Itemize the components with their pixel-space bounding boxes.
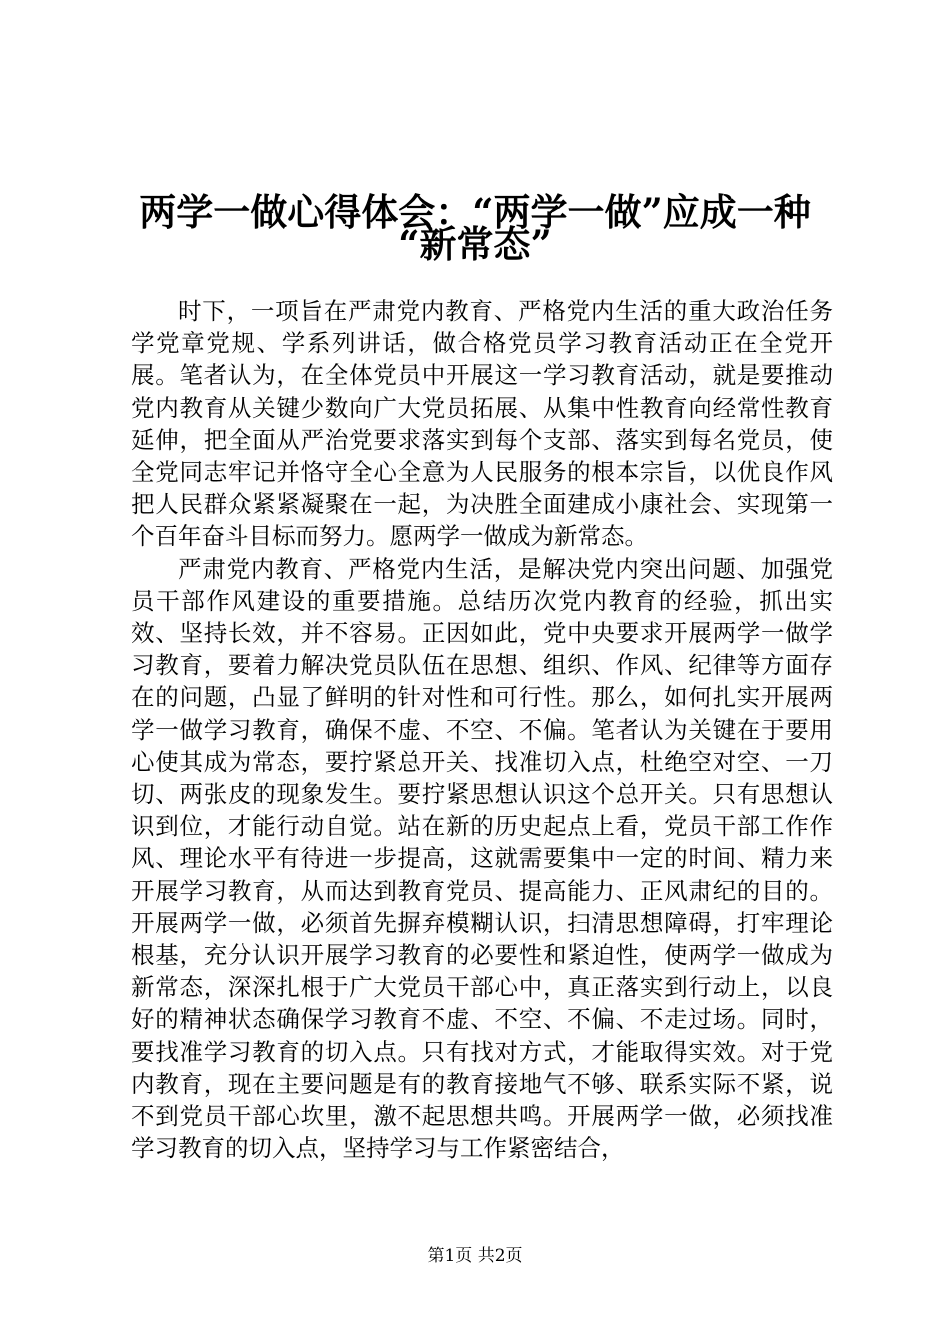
paragraph: 严肃党内教育、严格党内生活，是解决党内突出问题、加强党员干部作风建设的重要措施。总结历次党内教育的经验，抓出实效、坚持长效，并不容易。正因如此，党中央要求开展两学一做学习教育，要着力解决党员队伍在思想、组织、作风、纪律等方面存在的问题，凸显了鲜明的针对性和可行性。那么，如何扎实开展两学一做学习教育，确保不虚、不空、不偏。笔者认为关键在于要用心使其成为常态，要拧紧总开关、找准切入点，杜绝空对空、一刀切、两张皮的现象发生。要拧紧思想认识这个总开关。只有思想认识到位，才能行动自觉。站在新的历史起点上看，党员干部工作作风、理论水平有待进一步提高，这就需要集中一定的时间、精力来开展学习教育，从而达到教育党员、提高能力、正风肃纪的目的。开展两学一做，必须首先摒弃模糊认识，扫清思想障碍，打牢理论根基，充分认识开展学习教育的必要性和紧迫性，使两学一做成为新常态，深深扎根于广大党员干部心中，真正落实到行动上，以良好的精神状态确保学习教育不虚、不空、不偏、不走过场。同时，要找准学习教育的切入点。只有找对方式，才能取得实效。对于党内教育，现在主要问题是有的教育接地气不够、联系实际不紧，说不到党员干部心坎里，激不起思想共鸣。开展两学一做，必须找准学习教育的切入点，坚持学习与工作紧密结合， [131,554,833,1163]
document-title-line-2: “新常态” [398,222,552,266]
document-body [131,295,833,1164]
paragraph: 时下，一项旨在严肃党内教育、严格党内生活的重大政治任务学党章党规、学系列讲话，做合格党员学习教育活动正在全党开展。笔者认为，在全体党员中开展这一学习教育活动，就是要推动党内教育从关键少数向广大党员拓展、从集中性教育向经常性教育延伸，把全面从严治党要求落实到每个支部、落实到每名党员，使全党同志牢记并恪守全心全意为人民服务的根本宗旨，以优良作风把人民群众紧紧凝聚在一起，为决胜全面建成小康社会、实现第一个百年奋斗目标而努力。愿两学一做成为新常态。 [131,297,833,551]
document-title-line-1: 两学一做心得体会：“两学一做”应成一种 [139,190,811,234]
page-footer: 第1页 共2页 [427,1246,523,1266]
